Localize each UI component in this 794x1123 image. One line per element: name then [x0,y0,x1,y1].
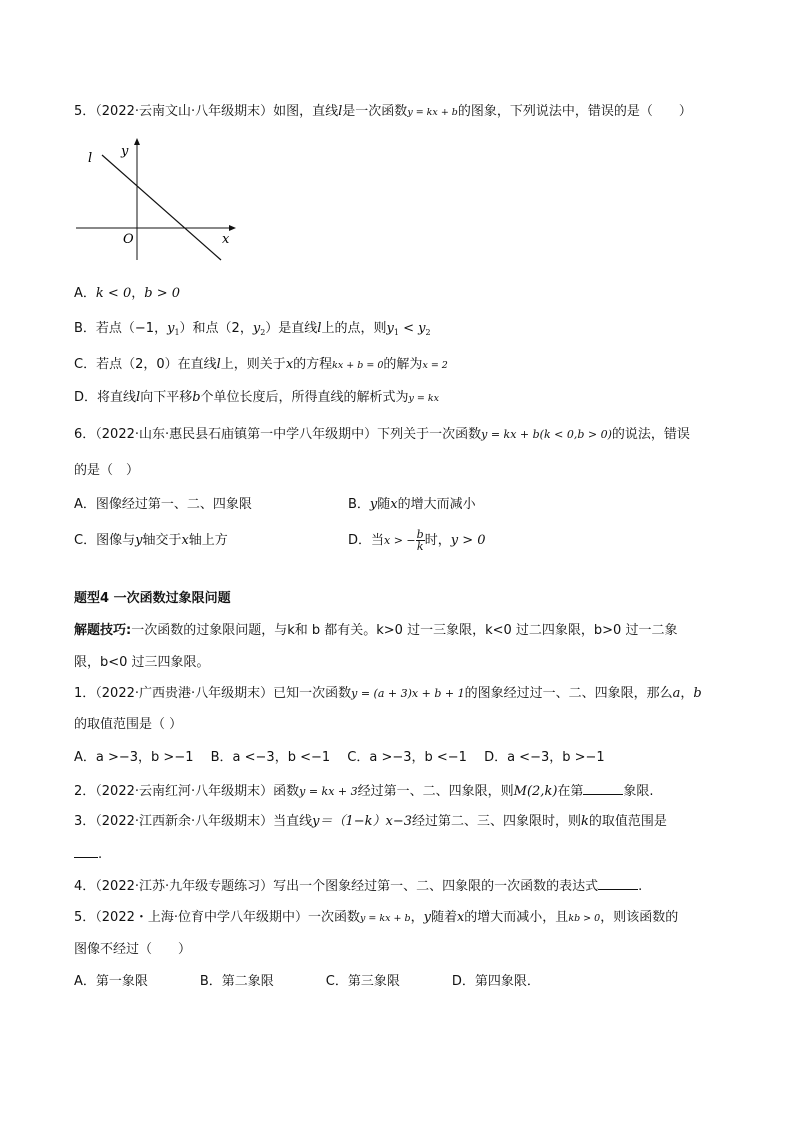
fraction-b-over-k: $\frac{b}{k}$ [416,528,424,553]
y-axis-label: y [121,144,129,159]
q6-option-a: A．图像经过第一、二、四象限 [74,497,252,512]
p5-options: A．第一象限 B．第二象限 C．第三象限 D．第四象限． [74,974,540,989]
q5-option-b: B．若点（−1，$y_1$）和点（2，$y_2$）是直线l上的点，则$y_1 < y_2$ [74,321,431,337]
q5-option-d: D．将直线l向下平移b个单位长度后，所得直线的解析式为y = kx [74,390,440,405]
p4-stem: 4．（2022·江苏·九年级专题练习）写出一个图象经过第一、二、四象限的一次函数的表达式 . [74,879,643,894]
answer-blank[interactable] [598,877,638,890]
p1-stem-line2: 的取值范围是（ ） [74,717,183,732]
q6-stem: 6．（2022·山东·惠民县石庙镇第一中学八年级期中）下列关于一次函数y = kx + b(k < 0,b > 0)的说法，错误 [74,427,690,442]
p2-stem: 2．（2022·云南红河·八年级期末）函数y = kx + 3经过第一、二、四象限，则M(2,k)在第 象限. [74,784,654,799]
x-axis-label: x [222,232,230,247]
origin-label: O [123,232,134,247]
q5-option-a: A．k < 0，b > 0 [74,286,180,301]
p5-stem-line2: 图像不经过（ ） [74,942,192,957]
q6-option-d: D．当x > − $\frac{b}{k}$ 时，y > 0 [348,528,486,553]
answer-blank[interactable] [583,782,623,795]
p3-stem-line2: . [74,845,102,864]
q6-option-c: C．图像与y轴交于x轴上方 [74,533,228,548]
p1-options: A．a >−3，b >−1 B．a <−3，b <−1 C．a >−3，b <−1 D．a <−3，b >−1 [74,750,605,765]
p1-stem: 1．（2022·广西贵港·八年级期末）已知一次函数y = (a + 3)x + b + 1的图象经过过一、二、四象限，那么a，b [74,686,702,701]
q6-stem-line2: 的是（ ） [74,463,140,478]
tip-line-1: 解题技巧:一次函数的过象限问题，与k和 b 都有关。k>0 过一三象限，k<0 过二四象限，b>0 过一二象 [74,623,678,638]
q6-option-b: B．y随x的增大而减小 [348,497,476,512]
p3-stem: 3．（2022·江西新余·八年级期末）当直线y＝（1−k）x−3经过第二、三、四象限时，则k的取值范围是 [74,814,667,829]
q5-graph [74,135,244,265]
x-axis-arrow [229,225,236,231]
section-title: 题型4 一次函数过象限问题 [74,591,231,606]
line-l-label: l [88,151,93,166]
tip-line-2: 限，b<0 过三四象限。 [74,655,210,670]
q5-stem: 5．（2022·云南文山·八年级期末）如图，直线l是一次函数y = kx + b的图象，下列说法中，错误的是（ ） [74,104,692,119]
line-l [102,155,221,260]
y-axis-arrow [134,138,140,145]
q5-option-c: C．若点（2，0）在直线l上，则关于x的方程kx + b = 0的解为x = 2 [74,357,448,372]
answer-blank[interactable] [74,845,98,858]
p5-stem: 5．（2022・上海·位育中学八年级期中）一次函数y = kx + b，y随着x的增大而减小，且kb > 0，则该函数的 [74,910,679,925]
